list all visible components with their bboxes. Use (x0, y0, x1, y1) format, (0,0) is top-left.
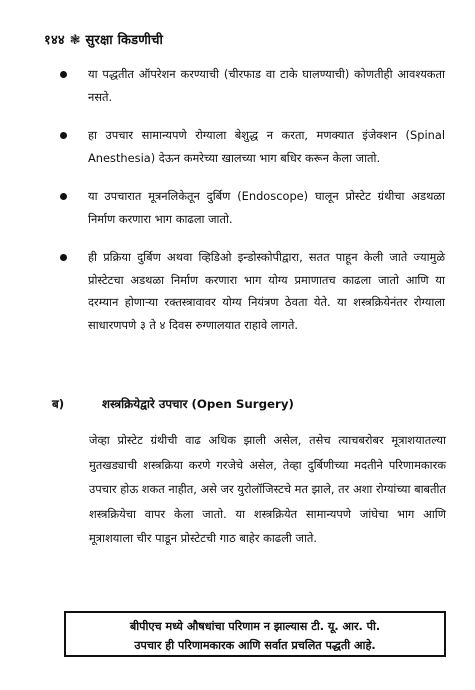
section-heading (52, 396, 294, 412)
bullet-text: ही प्रक्रिया दुर्बिण अथवा व्हिडिओ इन्डोस्कोपीद्वारा, सतत पाहून केली जाते ज्यामुळे प्रोस्टेटचा अडथळा निर्माण करणारा भाग योग्य प्रमाणातच काढला जातो आणि या दरम्यान होणाऱ्या रक्तस्त्रावावर योग्य नियंत्रण ठेवता येते. या शस्त्रक्रियेनंतर रोग्याला साधारणपणे ३ ते ४ दिवस रुग्णालयात राहावे लागते. (88, 250, 445, 332)
bullet-list (60, 63, 445, 336)
bullet-item (60, 124, 445, 169)
bullet-icon (60, 71, 67, 78)
bullet-icon (60, 132, 67, 139)
bullet-icon (60, 193, 67, 200)
bullet-icon (60, 254, 67, 261)
note-line-2: उपचार ही परिणामकारक आणि सर्वात प्रचलित पद्धती आहे. (134, 639, 376, 652)
bullet-text: हा उपचार सामान्यपणे रोग्याला बेशुद्ध न करता, मणक्यात इंजेक्शन (Spinal Anesthesia) देऊन कमरेच्या खालच्या भाग बधिर करून केला जातो. (88, 128, 445, 165)
book-title: सुरक्षा किडणीची (85, 33, 164, 48)
page-header (44, 30, 163, 48)
bullet-item (60, 246, 445, 336)
bullet-item (60, 63, 445, 108)
section-title: शस्त्रक्रियेद्वारे उपचार (Open Surgery) (102, 397, 294, 411)
page-number: १४४ (44, 33, 65, 48)
section-paragraph: जेव्हा प्रोस्टेट ग्रंथीची वाढ अधिक झाली असेल, तसेच त्याचबरोबर मूत्राशयातल्या मुतखड्याची शस्त्रक्रिया करणे गरजेचे असेल, तेव्हा दुर्बिणीच्या मदतीने परिणामकारक उपचार होऊ शकत नाहीत, असे जर युरोलॉजिस्टचे मत झाले, तर अशा रोग्यांच्या बाबतीत शस्त्रक्रियेचा वापर केला जातो. या शस्त्रक्रियेत सामान्यपणे जांघेचा भाग आणि मूत्राशयाला चीर पाडून प्रोस्टेटची गाठ बाहेर काढली जाते. (89, 433, 446, 545)
highlight-note-box (64, 611, 446, 657)
bullet-text: या उपचारात मूत्रनलिकेतून दुर्बिण (Endoscope) घालून प्रोस्टेट ग्रंथीचा अडथळा निर्माण करणारा भाग काढला जातो. (88, 189, 445, 226)
bullet-item (60, 185, 445, 230)
bullet-text: या पद्धतीत ऑपरेशन करण्याची (चीरफाड वा टाके घालण्याची) कोणतीही आवश्यकता नसते. (88, 67, 445, 104)
separator-icon: ❃ (69, 33, 81, 48)
note-line-1: बीपीएच मध्ये औषधांचा परिणाम न झाल्यास टी. यू. आर. पी. (129, 620, 381, 633)
section-marker: ब) (52, 397, 65, 411)
